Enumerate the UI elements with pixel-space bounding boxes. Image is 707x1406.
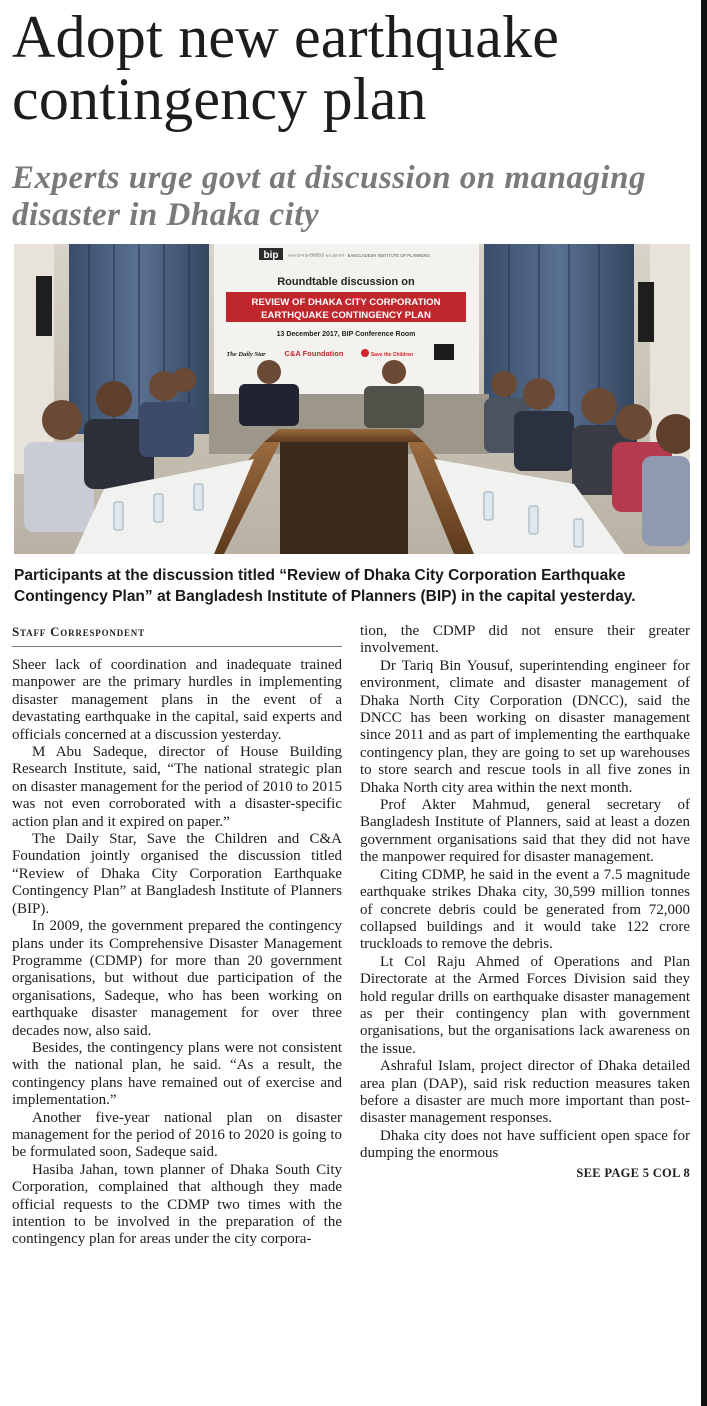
photo-caption: Participants at the discussion titled “Review of Dhaka City Corporation Earthquake Contingency Plan” at Bangladesh Institute of Planners (BIP) in the capital yesterday. xyxy=(14,567,636,605)
paragraph: Another five-year national plan on disaster management for the period of 2016 to 2020 is going to be formulated soon, Sadeque said. xyxy=(12,1109,342,1161)
banner-sponsor-ca: C&A Foundation xyxy=(284,349,344,358)
article-column-left xyxy=(12,657,342,1249)
subhead: Experts urge govt at discussion on managing disaster in Dhaka city xyxy=(12,160,646,233)
paragraph: M Abu Sadeque, director of House Building Research Institute, said, “The national strategic plan on disaster management for the period of 2010 to 2015 was not even corroborated with a disaster-specific action plan and it expired on paper.” xyxy=(12,744,342,830)
banner-logo: bip xyxy=(263,250,279,261)
paragraph: Lt Col Raju Ahmed of Operations and Plan Directorate at the Armed Forces Division said they hold regular drills on earthquake disaster management as per their contingency plan with government organisations, but the organisations lack awareness on the issue. xyxy=(360,953,690,1057)
headline: Adopt new earthquake contingency plan xyxy=(12,4,560,132)
banner-title-line2: EARTHQUAKE CONTINGENCY PLAN xyxy=(261,310,431,321)
news-photo xyxy=(14,244,690,554)
paragraph: The Daily Star, Save the Children and C&A Foundation jointly organised the discussion titled “Review of Dhaka City Corporation Earthquake Contingency Plan” at Bangladesh Institute of Planners (BIP). xyxy=(12,831,342,917)
paragraph: Dr Tariq Bin Yousuf, superintending engineer for environment, climate and disaster management of Dhaka North City Corporation (DNCC), said the DNCC has been working on disaster management since 2011 and as part of implementing the earthquake contingency plan, they are going to set up warehouses to store search and rescue tools in all five zones in Dhaka North city area within the next month. xyxy=(360,657,690,796)
banner-sponsor-stc: Save the Children xyxy=(370,352,414,358)
paragraph: Besides, the contingency plans were not consistent with the national plan, he said. “As a result, the contingency plans have remained out of exercise and implementation.” xyxy=(12,1039,342,1109)
byline: Staff Correspondent xyxy=(12,624,342,647)
paragraph: Dhaka city does not have sufficient open space for dumping the enormous xyxy=(360,1127,690,1162)
paragraph: Sheer lack of coordination and inadequate trained manpower are the primary hurdles in implementing disaster management plans in the event of a devastating earthquake in the capital, said experts and officials concerned at a discussion yesterday. xyxy=(12,657,342,743)
paragraph: Citing CDMP, he said in the event a 7.5 magnitude earthquake strikes Dhaka city, 30,599 million tonnes of concrete debris could be generated from 72,000 collapsed buildings and it would take 122 crore truckloads to remove the debris. xyxy=(360,866,690,953)
page-edge-rule xyxy=(701,0,707,1406)
banner-sponsor-logo xyxy=(434,344,454,360)
banner-date-venue: 13 December 2017, BIP Conference Room xyxy=(276,331,416,338)
banner-title-line1: REVIEW OF DHAKA CITY CORPORATION xyxy=(251,297,441,308)
jump-line: SEE PAGE 5 COL 8 xyxy=(576,1165,690,1180)
paragraph: Hasiba Jahan, town planner of Dhaka South City Corporation, complained that although they made official requests to the CDMP two times with the intention to be involved in the preparation of the contingency plan for areas under the city corpora- xyxy=(12,1161,342,1248)
paragraph: In 2009, the government prepared the contingency plans under its Comprehensive Disaster Management Programme (CDMP) for more than 20 government organisations, but without due participation of the organisations, Sadeque, who has been working on earthquake disaster management for over three decades now, also said. xyxy=(12,918,342,1039)
banner-event-type: Roundtable discussion on xyxy=(277,276,415,288)
banner-sponsor-daily-star: The Daily Star xyxy=(226,351,266,358)
roundtable-photo xyxy=(14,244,690,554)
article-column-right xyxy=(360,623,690,1182)
paragraph: Prof Akter Mahmud, general secretary of Bangladesh Institute of Planners, said at least a dozen government organisations said that they did not have the manpower required for disaster management. xyxy=(360,797,690,866)
paragraph: tion, the CDMP did not ensure their greater involvement. xyxy=(360,623,690,657)
banner-org: বাংলাদেশ ইনস্টিটিউট অব প্ল্যানার্স · BANGLADESH INSTITUTE OF PLANNERS xyxy=(288,253,430,258)
paragraph: Ashraful Islam, project director of Dhaka detailed area plan (DAP), said risk reduction measures taken before a disaster are much more important than post-disaster management responses. xyxy=(360,1058,690,1127)
save-the-children-icon xyxy=(361,349,369,357)
